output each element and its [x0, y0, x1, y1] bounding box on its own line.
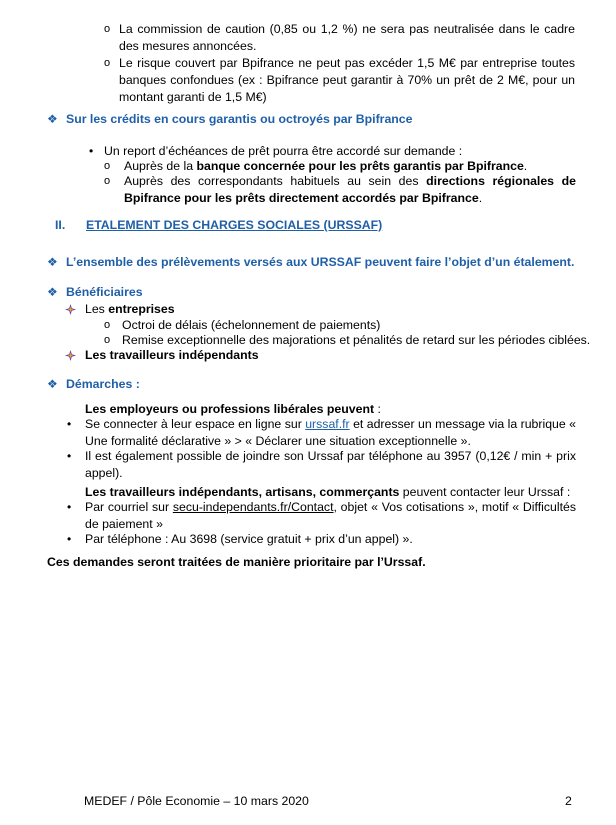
independants-item-1: Par courriel sur secu-independants.fr/Contact, objet « Vos cotisations », motif « Difficultés de paiement »	[85, 500, 576, 531]
circle-bullet-icon: o	[104, 319, 111, 331]
urssaf-link[interactable]: urssaf.fr	[305, 417, 350, 431]
circle-bullet-icon: o	[104, 23, 111, 35]
diamond-bullet-icon: ❖	[47, 112, 58, 126]
ensemble-heading: L’ensemble des prélèvements versés aux URSSAF peuvent faire l’objet d’un étalement.	[66, 255, 575, 269]
demarches-item-2: Il est également possible de joindre son Urssaf par téléphone au 3957 (0,12€ / min + prix appel).	[85, 449, 576, 480]
circle-bullet-icon: o	[104, 160, 111, 172]
travailleurs-label: Les travailleurs indépendants	[85, 348, 259, 362]
section-number: II.	[55, 218, 66, 232]
page-number: 2	[565, 794, 572, 808]
circle-bullet-icon: o	[104, 175, 111, 187]
section-title: ETALEMENT DES CHARGES SOCIALES (URSSAF)	[86, 218, 383, 232]
diamond-bullet-icon: ❖	[47, 255, 58, 269]
bullet-dot-icon: •	[67, 532, 72, 546]
footer-text: MEDEF / Pôle Economie – 10 mars 2020	[84, 794, 309, 808]
credits-sub-2: Auprès des correspondants habituels au sein des directions régionales de Bpifrance pour les prêts directement accordés par Bpifrance.	[124, 174, 576, 205]
credits-sub-1: Auprès de la banque concernée pour les prêts garantis par Bpifrance.	[124, 159, 528, 173]
star-bullet-icon	[65, 304, 76, 315]
demarches-item-1: Se connecter à leur espace en ligne sur urssaf.fr et adresser un message via la rubrique « Une formalité déclarative » > « Déclarer une situation exceptionnelle ».	[85, 417, 576, 448]
beneficiaires-heading: Bénéficiaires	[66, 285, 143, 299]
caution-bullet-2: Le risque couvert par Bpifrance ne peut pas excéder 1,5 M€ par entreprise toutes banques confondues (ex : Bpifrance peut garantir à 70% un prêt de 2 M€, pour un montant garanti de 1,5 M€)	[119, 56, 575, 104]
bullet-dot-icon: •	[67, 500, 72, 514]
bullet-dot-icon: •	[67, 449, 72, 463]
star-bullet-icon	[65, 350, 76, 361]
circle-bullet-icon: o	[104, 57, 111, 69]
entreprises-sub-1: Octroi de délais (échelonnement de paiements)	[122, 318, 381, 332]
entreprises-sub-2: Remise exceptionnelle des majorations et pénalités de retard sur les périodes ciblées.	[122, 333, 591, 347]
bullet-dot-icon: •	[89, 144, 94, 158]
bullet-dot-icon: •	[67, 417, 72, 431]
closing-statement: Ces demandes seront traitées de manière prioritaire par l’Urssaf.	[47, 555, 426, 569]
credits-report-text: Un report d’échéances de prêt pourra être accordé sur demande :	[104, 144, 463, 158]
diamond-bullet-icon: ❖	[47, 285, 58, 299]
caution-bullet-1: La commission de caution (0,85 ou 1,2 %) ne sera pas neutralisée dans le cadre des mesures annoncées.	[119, 22, 575, 53]
credits-heading: Sur les crédits en cours garantis ou octroyés par Bpifrance	[66, 112, 413, 126]
independants-intro: Les travailleurs indépendants, artisans, commerçants peuvent contacter leur Urssaf :	[85, 485, 571, 499]
employeurs-intro: Les employeurs ou professions libérales peuvent :	[85, 402, 381, 416]
diamond-bullet-icon: ❖	[47, 377, 58, 391]
entreprises-label: Les entreprises	[85, 302, 175, 316]
demarches-heading: Démarches :	[66, 377, 140, 391]
secu-independants-link[interactable]: secu-independants.fr/Contact	[172, 500, 334, 514]
circle-bullet-icon: o	[104, 334, 111, 346]
independants-item-2: Par téléphone : Au 3698 (service gratuit + prix d’un appel) ».	[85, 532, 413, 546]
